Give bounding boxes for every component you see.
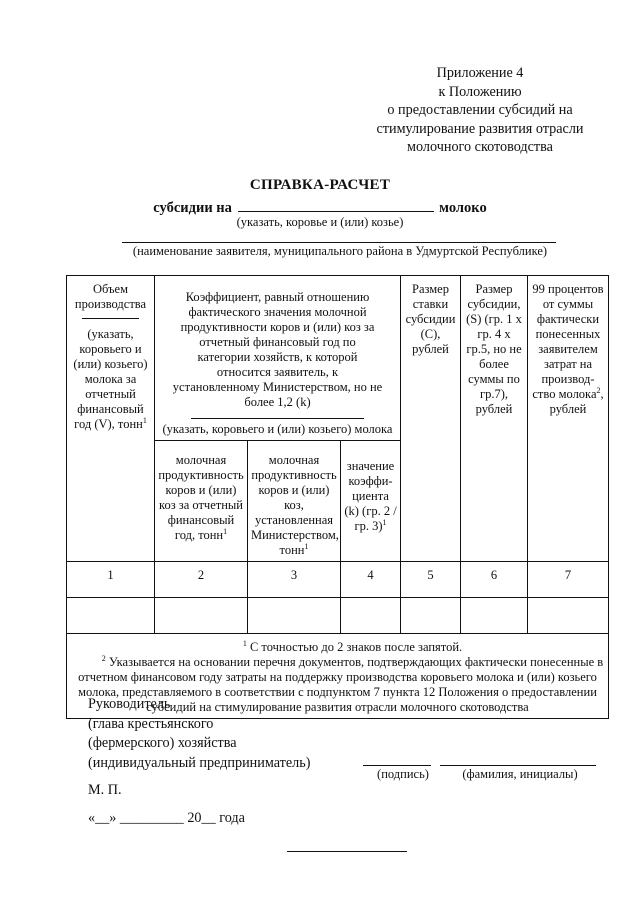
column-number: 1 <box>67 562 155 598</box>
col1-title: Объем производства <box>74 282 147 311</box>
column-number: 5 <box>401 562 461 598</box>
appendix-line: стимулирование развития отрасли <box>376 120 584 137</box>
signer-line: (глава крестьянского <box>88 715 214 732</box>
footnote-mark: 1 <box>242 638 247 648</box>
name-blank-line[interactable] <box>440 765 596 766</box>
col6-title: Размер субсидии, (S) (гр. 1 х гр. 4 х гр.5, но не более суммы по гр.7), рублей <box>466 282 522 416</box>
signature-label: (подпись) <box>377 767 429 781</box>
header-col5 <box>401 276 461 562</box>
header-col2 <box>155 441 248 562</box>
column-number: 3 <box>248 562 341 598</box>
entry-cell-5[interactable] <box>401 598 461 634</box>
appendix-line: Приложение 4 <box>436 65 524 81</box>
name-label: (фамилия, инициалы) <box>462 767 578 781</box>
footnote-2-text: Указывается на основании перечня документов, подтверждающих фактически понесенные в отчетном финансовом году затраты на поддержку производства коровьего молока и (или) козьего молока, представляемого в соответствии с подпунктом 7 пункта 12 Положения о предоставлении субсидий на стимулирование развития отрасли молочного скотоводства <box>78 655 604 714</box>
applicant-blank-line[interactable] <box>122 242 556 243</box>
column-number-row <box>67 562 609 598</box>
header-col6 <box>461 276 528 562</box>
data-entry-row <box>67 598 609 634</box>
header-col7 <box>528 276 609 562</box>
footnote-1 <box>70 640 605 655</box>
milk-type-blank[interactable] <box>238 198 434 212</box>
date-line[interactable]: «__» _________ 20__ года <box>88 810 245 826</box>
header-col3 <box>248 441 341 562</box>
column-number: 2 <box>155 562 248 598</box>
signature-blank-line[interactable] <box>363 765 431 766</box>
coefficient-text: Коэффициент, равный отношению фактического значения молочной продуктивности коров и (или) коз за отчетный финансовый год по категории хозяйств, к которой относится заявитель, к установленному Министерством, но не более 1,2 (k) <box>172 290 383 409</box>
entry-cell-6[interactable] <box>461 598 528 634</box>
appendix-line: к Положению <box>438 83 522 100</box>
milk-type-hint: (указать, коровье и (или) козье) <box>236 215 404 229</box>
column-number: 4 <box>341 562 401 598</box>
entry-cell-1[interactable] <box>67 598 155 634</box>
footnote-1-text: С точностью до 2 знаков после запятой. <box>249 640 463 654</box>
appendix-line: о предоставлении субсидий на <box>387 102 573 118</box>
col1-divider <box>82 318 139 319</box>
col3-title: молочная продуктивность коров и (или) коз, установленная Министерством, тонн <box>251 453 339 557</box>
col7-title: 99 процентов от суммы фактически понесенных заявителем затрат на производ-ство молока <box>532 282 604 401</box>
entry-cell-4[interactable] <box>341 598 401 634</box>
col5-title: Размер ставки субсидии (С), рублей <box>405 282 456 356</box>
applicant-hint: (наименование заявителя, муниципального района в Удмуртской Республике) <box>132 244 548 258</box>
header-col4 <box>341 441 401 562</box>
footnote-ref: 1 <box>304 541 309 551</box>
entry-cell-2[interactable] <box>155 598 248 634</box>
signer-line: Руководитель <box>88 696 171 712</box>
col4-title: значение коэффи-циента (k) (гр. 2 / гр. 3) <box>344 459 397 533</box>
footnote-ref: 1 <box>223 526 228 536</box>
document-title: СПРАВКА-РАСЧЕТ <box>249 177 391 193</box>
closing-divider <box>287 851 407 852</box>
coefficient-hint: (указать, коровьего и (или) козьего) молока <box>162 422 393 436</box>
footnote-ref: 1 <box>382 517 387 527</box>
subsidy-suffix: молоко <box>439 200 487 216</box>
header-col1 <box>67 276 155 562</box>
col1-description <box>70 327 151 432</box>
subsidy-prefix: субсидии на <box>153 200 232 216</box>
entry-cell-3[interactable] <box>248 598 341 634</box>
appendix-line: молочного скотоводства <box>407 139 553 155</box>
appendix-header <box>360 64 600 157</box>
footnote-mark: 2 <box>101 653 106 663</box>
signer-line: (индивидуальный предприниматель) <box>88 754 311 771</box>
stamp-placeholder: М. П. <box>88 782 122 798</box>
signer-line: (фермерского) хозяйства <box>88 735 237 751</box>
footnote-ref: 2 <box>596 385 601 395</box>
calculation-table <box>66 275 609 719</box>
column-number: 7 <box>528 562 609 598</box>
col7-tail: , рублей <box>549 387 604 416</box>
col1-description-text: (указать, коровьего и (или) козьего) молока за отчетный финансовый год (V), тонн <box>73 327 148 431</box>
header-coefficient <box>155 276 401 441</box>
coefficient-divider <box>191 418 363 419</box>
signer-block <box>88 695 310 773</box>
column-number: 6 <box>461 562 528 598</box>
col2-title: молочная продуктивность коров и (или) коз за отчетный финансовый год, тонн <box>158 453 244 542</box>
entry-cell-7[interactable] <box>528 598 609 634</box>
footnote-ref: 1 <box>142 415 147 425</box>
